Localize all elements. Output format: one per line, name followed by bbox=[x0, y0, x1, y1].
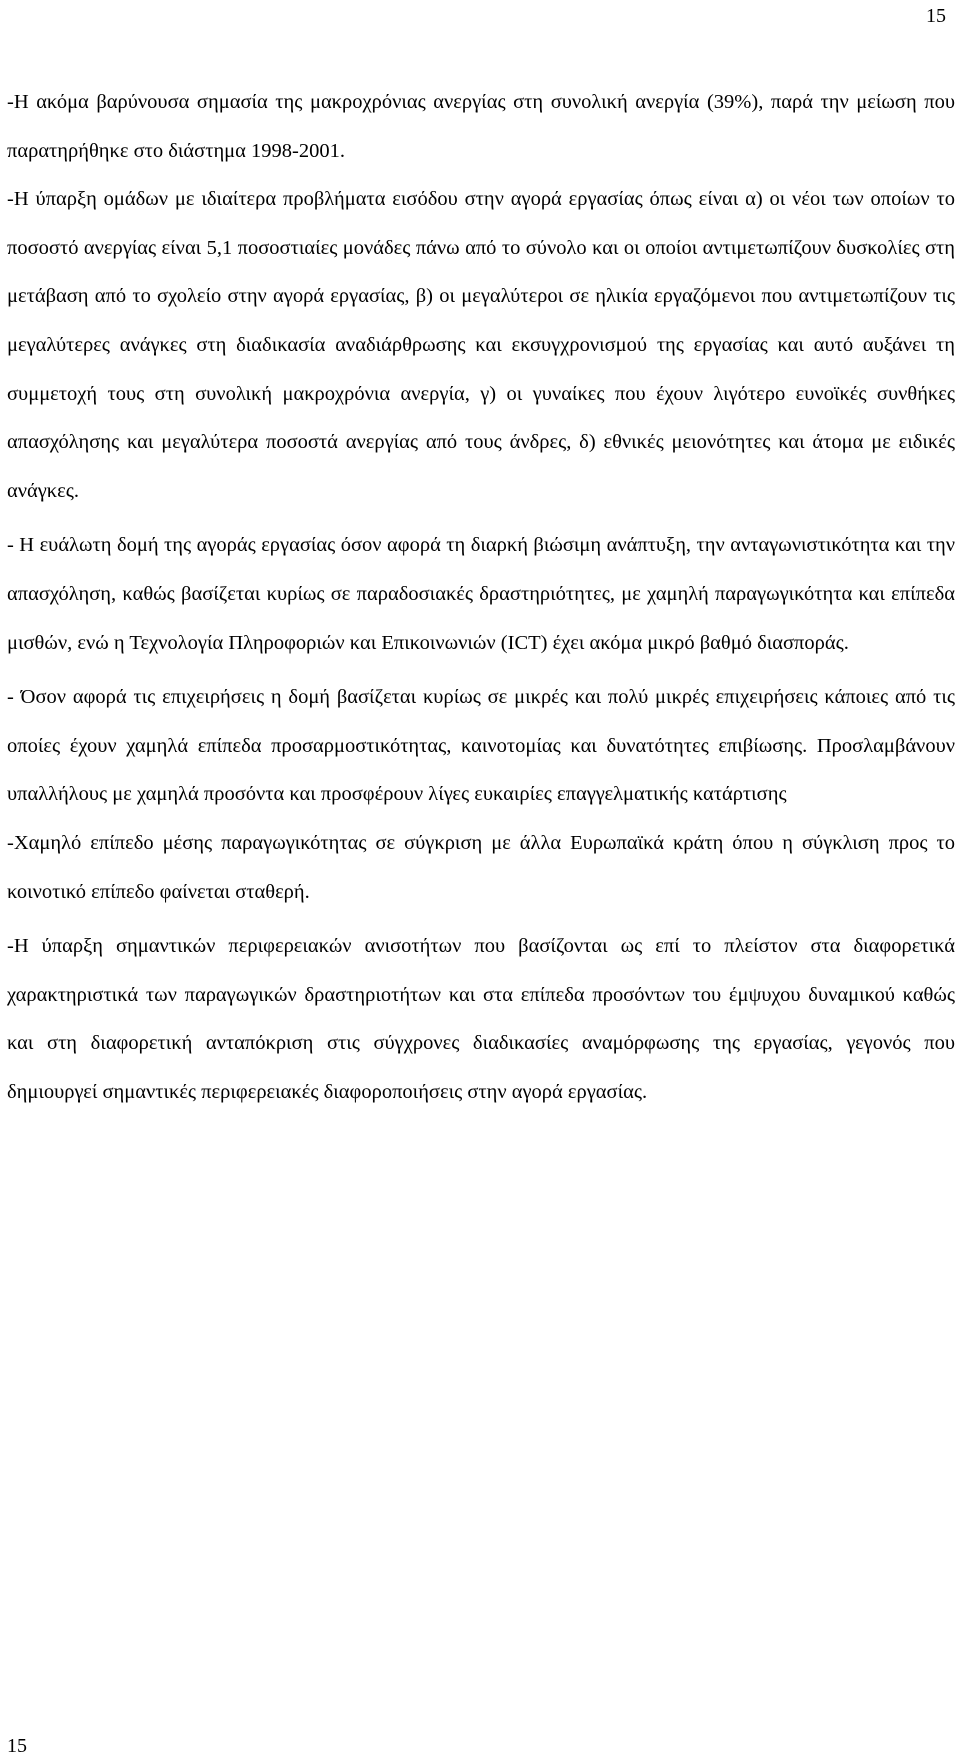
paragraph-labour-market-structure: - Η ευάλωτη δομή της αγοράς εργασίας όσον αφορά τη διαρκή βιώσιμη ανάπτυξη, την ανταγωνιστικότητα και την απασχόληση, καθώς βασίζεται κυρίως σε παραδοσιακές δραστηριότητες, με χαμηλή παραγωγικότητα και επίπεδα μισθών, ενώ η Τεχνολογία Πληροφοριών και Επικοινωνιών (ICT) έχει ακόμα μικρό βαθμό διασποράς. bbox=[7, 534, 955, 654]
paragraph-enterprise-structure: - Όσον αφορά τις επιχειρήσεις η δομή βασίζεται κυρίως σε μικρές και πολύ μικρές επιχειρήσεις κάποιες από τις οποίες έχουν χαμηλά επίπεδα προσαρμοστικότητας, καινοτομίας και δυνατότητες επιβίωσης. Προσλαμβάνουν υπαλλήλους με χαμηλά προσόντα και προσφέρουν λίγες ευκαιρίες επαγγελματικής κατάρτισης bbox=[7, 686, 955, 806]
page-number-top: 15 bbox=[926, 5, 946, 27]
paragraph-regional-inequalities: -Η ύπαρξη σημαντικών περιφερειακών ανισοτήτων που βασίζονται ως επί το πλείστον στα διαφορετικά χαρακτηριστικά των παραγωγικών δραστηριοτήτων και στα επίπεδα προσόντων του έμψυχου δυναμικού καθώς και στη διαφορετική ανταπόκριση στις σύγχρονες διαδικασίες αναμόρφωσης της εργασίας, γεγονός που δημιουργεί σημαντικές περιφερειακές διαφοροποιήσεις στην αγορά εργασίας. bbox=[7, 935, 955, 1103]
paragraph-groups-entry-problems: -Η ύπαρξη ομάδων με ιδιαίτερα προβλήματα εισόδου στην αγορά εργασίας όπως είναι α) οι νέοι των οποίων το ποσοστό ανεργίας είναι 5,1 ποσοστιαίες μονάδες πάνω από το σύνολο και οι οποίοι αντιμετωπίζουν δυσκολίες στη μετάβαση από το σχολείο στην αγορά εργασίας, β) οι μεγαλύτεροι σε ηλικία εργαζόμενοι που αντιμετωπίζουν τις μεγαλύτερες ανάγκες στη διαδικασία αναδιάρθρωσης και εκσυγχρονισμού της εργασίας και αυτό αυξάνει τη συμμετοχή τους στη συνολική μακροχρόνια ανεργία, γ) οι γυναίκες που έχουν λιγότερο ευνοϊκές συνθήκες απασχόλησης και μεγαλύτερα ποσοστά ανεργίας από τους άνδρες, δ) εθνικές μειονότητες και άτομα με ειδικές ανάγκες. bbox=[7, 188, 955, 502]
paragraph-low-productivity: -Χαμηλό επίπεδο μέσης παραγωγικότητας σε σύγκριση με άλλα Ευρωπαϊκά κράτη όπου η σύγκλιση προς το κοινοτικό επίπεδο φαίνεται σταθερή. bbox=[7, 831, 955, 903]
page-number-bottom: 15 bbox=[7, 1735, 27, 1757]
document-body bbox=[7, 78, 955, 1116]
paragraph-long-term-unemployment: -Η ακόμα βαρύνουσα σημασία της μακροχρόνιας ανεργίας στη συνολική ανεργία (39%), παρά την μείωση που παρατηρήθηκε στο διάστημα 1998-2001. bbox=[7, 91, 955, 162]
